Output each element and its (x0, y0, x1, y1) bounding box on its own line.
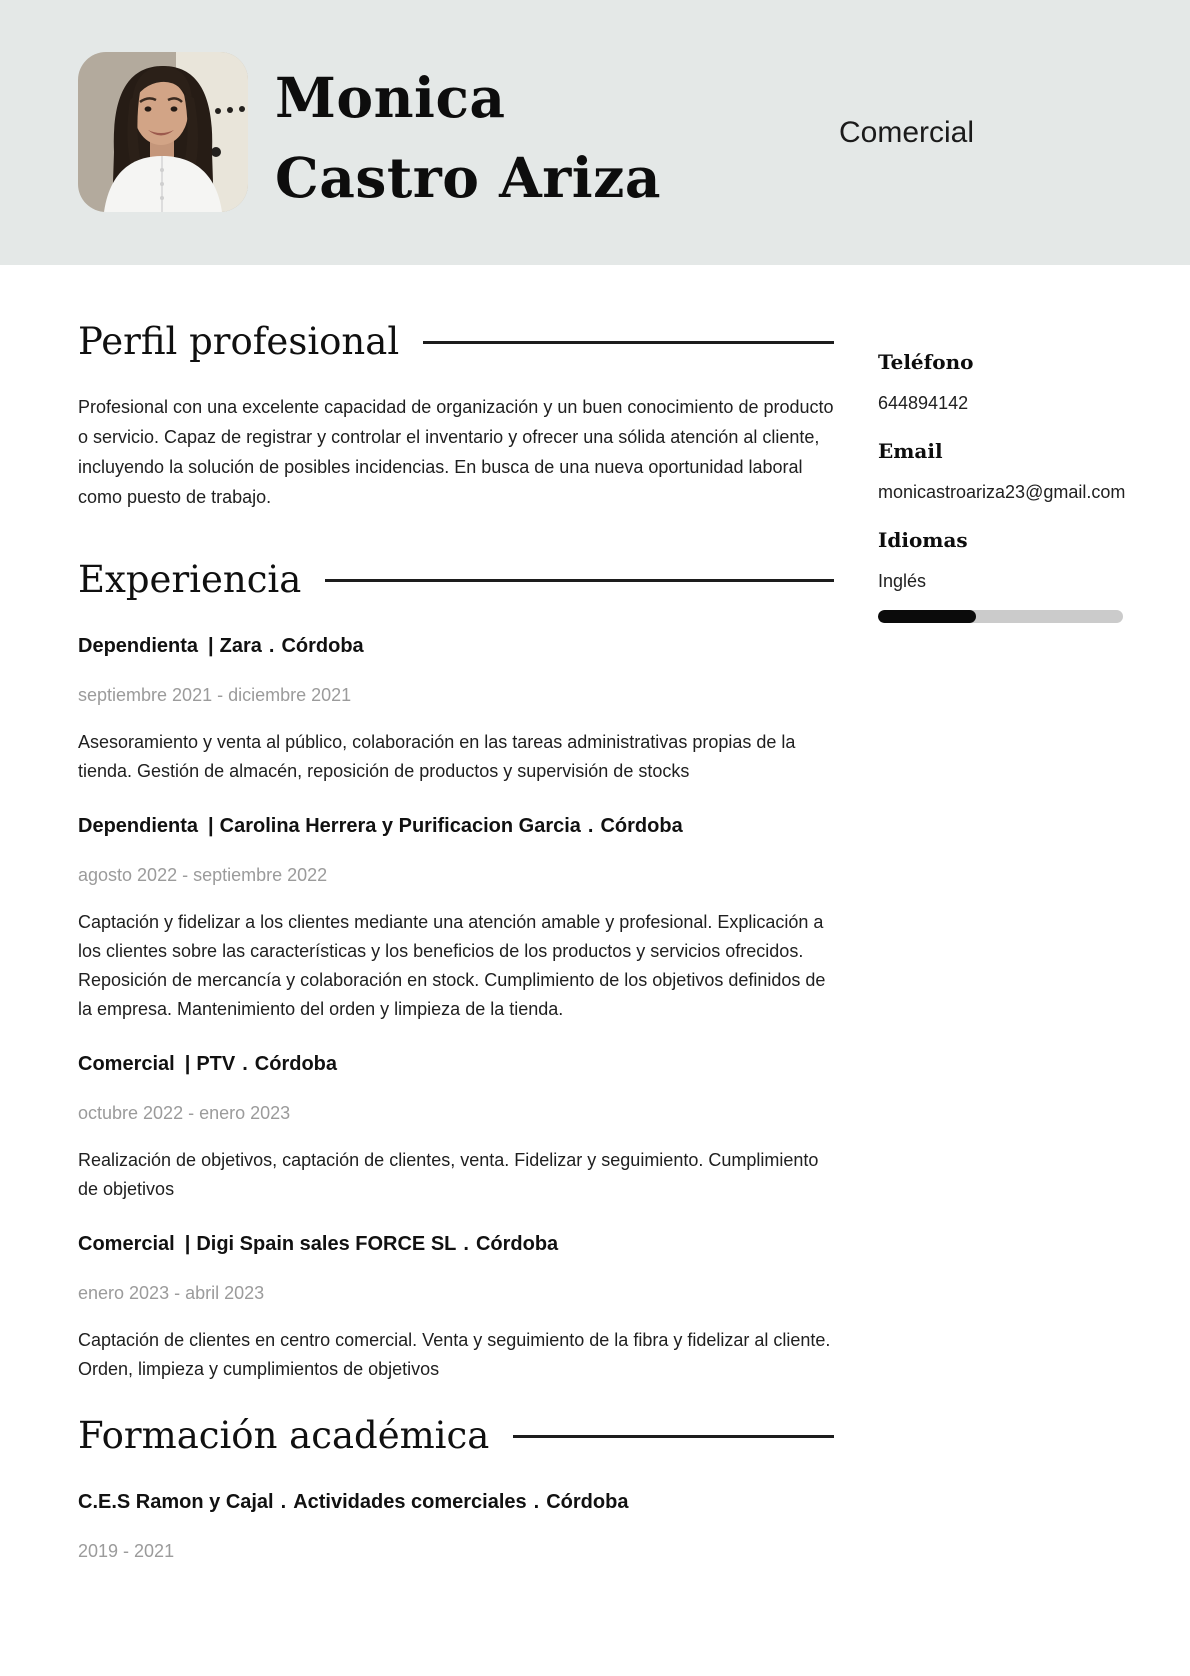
dot-separator: . (587, 815, 594, 837)
heading-rule (513, 1435, 834, 1438)
entry-description: Realización de objetivos, captación de clientes, venta. Fidelizar y seguimiento. Cumplimiento de objetivos (78, 1150, 819, 1199)
education-program: Actividades comerciales (293, 1491, 527, 1513)
entry-dates: agosto 2022 - septiembre 2022 (78, 865, 328, 885)
pipe-separator: | (184, 1053, 191, 1075)
entry-role: Dependienta (78, 815, 199, 837)
phone-label: Teléfono (878, 350, 974, 374)
dot-separator: . (533, 1491, 540, 1513)
education-city: Córdoba (546, 1491, 629, 1513)
experience-entry (78, 1050, 834, 1204)
entry-role: Comercial (78, 1233, 175, 1255)
profile-summary: Profesional con una excelente capacidad de organización y un buen conocimiento de producto o servicio. Capaz de registrar y controlar el inventario y ofrecer una sólida atención al cliente, incluyendo la solución de posibles incidencias. En busca de una nueva oportunidad laboral como puesto de trabajo. (78, 397, 834, 507)
main-column (78, 320, 834, 1564)
entry-title (78, 1230, 834, 1258)
entry-city: Córdoba (281, 635, 364, 657)
person-name-line1: Monica (275, 65, 506, 130)
phone-value: 644894142 (878, 393, 969, 413)
section-heading-profile (78, 320, 834, 364)
language-level-bar-fill (878, 610, 976, 623)
languages-label: Idiomas (878, 528, 968, 552)
education-title (78, 1488, 834, 1516)
dot-separator: . (280, 1491, 287, 1513)
entry-company: Zara (219, 635, 262, 657)
entry-city: Córdoba (254, 1053, 338, 1075)
section-heading-experience (78, 558, 834, 602)
contact-sidebar (878, 348, 1128, 623)
education-entry (78, 1488, 834, 1564)
job-title: Comercial (839, 116, 975, 149)
entry-company: Carolina Herrera y Purificacion Garcia (219, 815, 581, 837)
education-dates: 2019 - 2021 (78, 1541, 175, 1561)
experience-entry (78, 812, 834, 1024)
heading-rule (325, 579, 834, 582)
experience-heading-text: Experiencia (78, 558, 302, 601)
profile-photo-illustration (78, 52, 248, 212)
profile-photo (78, 52, 248, 212)
education-heading-text: Formación académica (78, 1414, 490, 1457)
profile-heading-text: Perfil profesional (78, 320, 400, 363)
entry-title (78, 812, 834, 840)
entry-description: Captación y fidelizar a los clientes mediante una atención amable y profesional. Explicación a los clientes sobre las características y los beneficios de los productos y servicios ofrecidos. Reposición de mercancía y colaboración en stock. Cumplimiento de los objetivos definidos de la empresa. Mantenimiento del orden y limpieza de la tienda. (78, 912, 826, 1019)
entry-city: Córdoba (600, 815, 683, 837)
dot-separator: . (268, 635, 275, 657)
dot-separator: . (242, 1053, 248, 1075)
email-label: Email (878, 439, 943, 463)
entry-company: PTV (196, 1053, 236, 1075)
entry-dates: enero 2023 - abril 2023 (78, 1283, 265, 1303)
pipe-separator: | (208, 815, 214, 837)
entry-title (78, 632, 834, 660)
entry-dates: septiembre 2021 - diciembre 2021 (78, 685, 352, 705)
experience-entry (78, 632, 834, 786)
dot-separator: . (463, 1233, 469, 1255)
entry-role: Comercial (78, 1053, 175, 1075)
language-name: Inglés (878, 571, 927, 591)
entry-title (78, 1050, 834, 1078)
header-band (0, 0, 1190, 265)
entry-city: Córdoba (475, 1233, 559, 1255)
entry-company: Digi Spain sales FORCE SL (196, 1233, 457, 1255)
entry-description: Captación de clientes en centro comercial. Venta y seguimiento de la fibra y fidelizar al cliente. Orden, limpieza y cumplimientos de objetivos (78, 1330, 831, 1379)
entry-role: Dependienta (78, 635, 199, 657)
education-school: C.E.S Ramon y Cajal (78, 1491, 274, 1513)
person-name-line2: Castro Ariza (275, 145, 662, 210)
experience-entry (78, 1230, 834, 1384)
entry-description: Asesoramiento y venta al público, colaboración en las tareas administrativas propias de la tienda. Gestión de almacén, reposición de productos y supervisión de stocks (78, 732, 796, 781)
email-value: monicastroariza23@gmail.com (878, 482, 1126, 502)
pipe-separator: | (184, 1233, 191, 1255)
person-name (275, 58, 661, 218)
section-heading-education (78, 1414, 834, 1458)
language-level-bar (878, 610, 1123, 623)
entry-dates: octubre 2022 - enero 2023 (78, 1103, 291, 1123)
heading-rule (423, 341, 834, 344)
pipe-separator: | (208, 635, 214, 657)
